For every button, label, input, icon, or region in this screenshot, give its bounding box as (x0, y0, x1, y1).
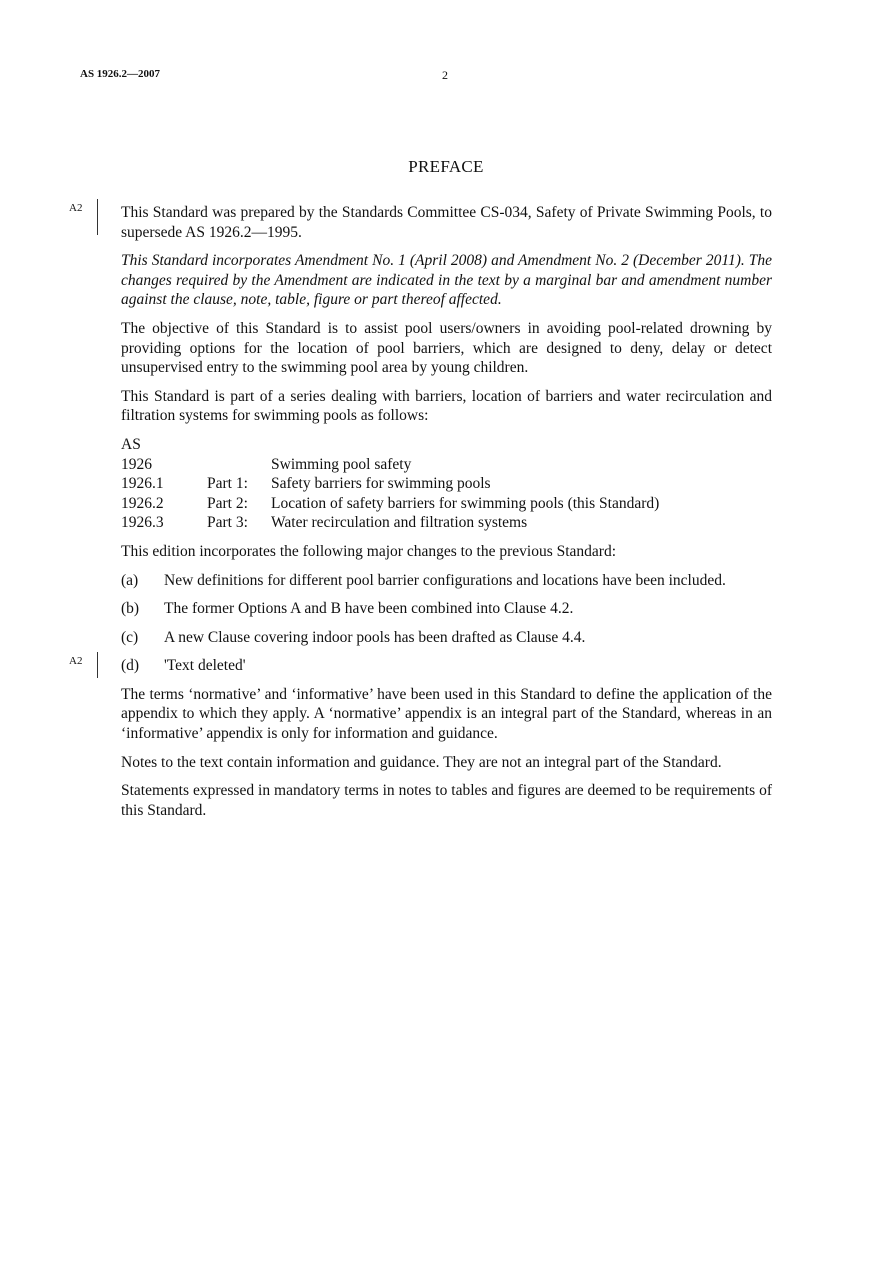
running-head: AS 1926.2—2007 (80, 68, 161, 80)
series-title: Water recirculation and filtration systems (271, 514, 528, 532)
paragraph-notes: Notes to the text contain information and guidance. They are not an integral part of the Standard. (121, 753, 722, 771)
series-heading: AS (121, 435, 141, 453)
paragraph-text: This Standard was prepared by the Standards Committee CS-034, Safety of Private Swimming Pools, to supersede AS 1926.2—1995. (121, 204, 772, 241)
series-list (121, 435, 772, 533)
series-number: 1926.2 (121, 494, 164, 512)
change-label: (d) (121, 657, 140, 675)
amendment-marker (69, 652, 106, 690)
page-title: PREFACE (408, 157, 484, 176)
series-number: 1926.3 (121, 514, 164, 532)
series-row (121, 455, 772, 475)
series-row (121, 474, 772, 494)
series-part: Part 3: (207, 514, 248, 532)
change-label: (a) (121, 571, 139, 589)
change-label: (c) (121, 628, 139, 646)
series-row (121, 494, 772, 514)
change-text: The former Options A and B have been combined into Clause 4.2. (164, 600, 574, 618)
page-number: 2 (442, 68, 448, 82)
change-item (121, 628, 772, 648)
amendment-bar (97, 652, 98, 678)
series-row (121, 513, 772, 533)
series-part (207, 455, 271, 475)
change-item (121, 571, 772, 591)
change-item (69, 655, 772, 676)
series-title: Safety barriers for swimming pools (271, 475, 491, 493)
amendment-tag: A2 (69, 655, 83, 668)
series-number: 1926 (121, 455, 152, 473)
change-text: A new Clause covering indoor pools has been drafted as Clause 4.4. (164, 628, 586, 646)
amendment-bar (97, 199, 98, 235)
preface-body (69, 202, 772, 829)
series-title: Location of safety barriers for swimming pools (this Standard) (271, 494, 660, 512)
amendment-marker (69, 199, 106, 237)
paragraph-normative: The terms ‘normative’ and ‘informative’ have been used in this Standard to define the application of the appendix to which they apply. A ‘normative’ appendix is an integral part of the Standard, whereas in an ‘informative’ appendix is only for information and guidance. (121, 685, 772, 743)
change-text: 'Text deleted' (164, 657, 246, 675)
series-part: Part 2: (207, 494, 248, 512)
change-text: New definitions for different pool barrier configurations and locations have been included. (164, 571, 726, 589)
change-label: (b) (121, 600, 140, 618)
paragraph-mandatory: Statements expressed in mandatory terms in notes to tables and figures are deemed to be requirements of this Standard. (121, 782, 772, 819)
change-item (121, 599, 772, 619)
series-part: Part 1: (207, 475, 248, 493)
paragraph-changes-intro: This edition incorporates the following major changes to the previous Standard: (121, 542, 617, 560)
paragraph-amendments: This Standard incorporates Amendment No. 1 (April 2008) and Amendment No. 2 (December 2011). The changes required by the Amendment are indicated in the text by a marginal bar and amendment number against the clause, note, table, figure or part thereof affected. (121, 252, 772, 309)
series-title: Swimming pool safety (271, 455, 412, 473)
paragraph-objective: The objective of this Standard is to assist pool users/owners in avoiding pool-related drowning by providing options for the location of pool barriers, which are designed to deny, delay or detect unsupervised entry to the swimming pool area by young children. (121, 319, 772, 377)
paragraph-series-intro: This Standard is part of a series dealing with barriers, location of barriers and water recirculation and filtration systems for swimming pools as follows: (121, 387, 772, 425)
amendment-tag: A2 (69, 202, 83, 214)
series-number: 1926.1 (121, 475, 164, 493)
paragraph-supersede (69, 202, 772, 242)
